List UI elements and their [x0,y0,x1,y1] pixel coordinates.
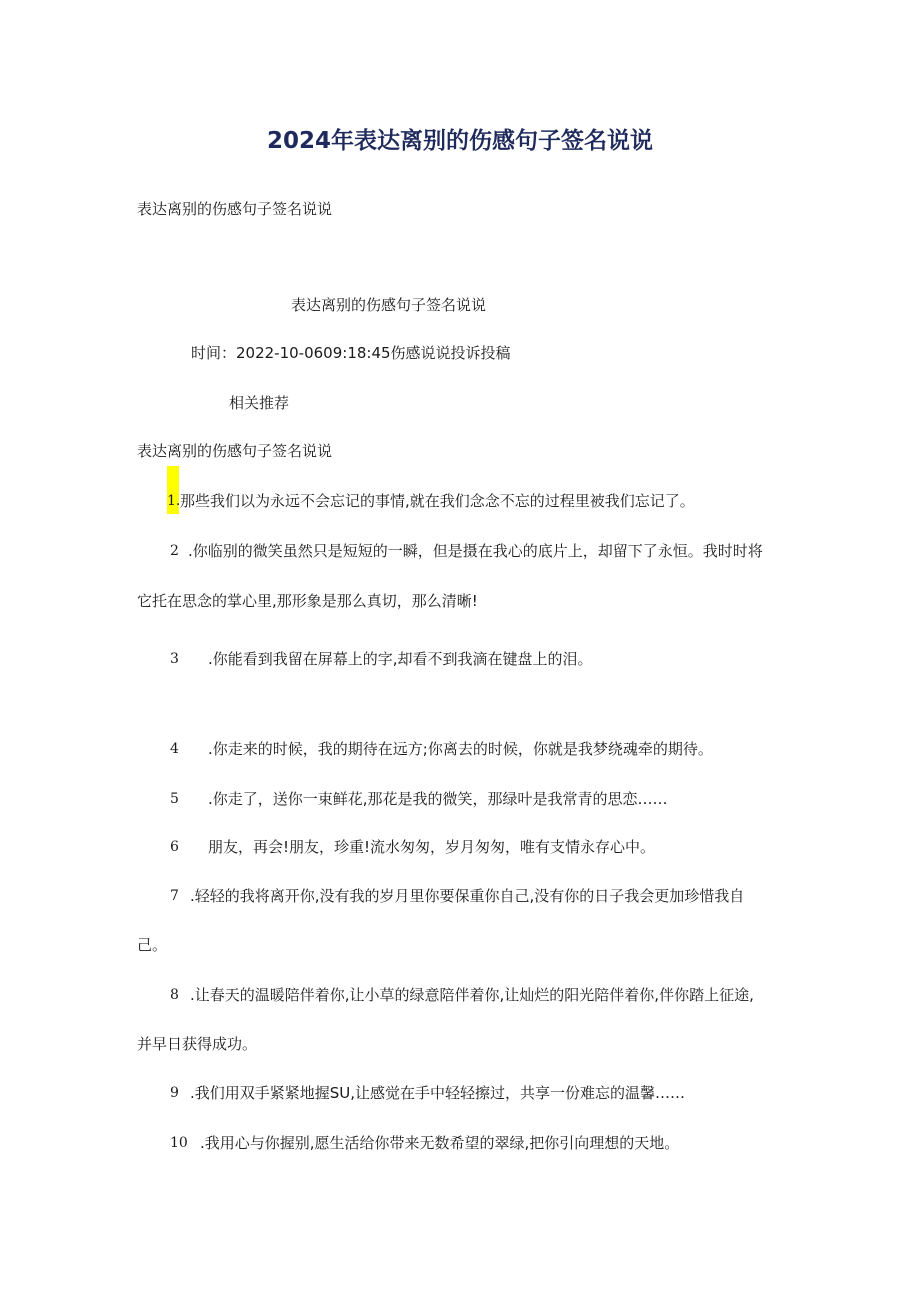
item-text: 朋友，再会!朋友，珍重!流水匆匆，岁月匆匆，唯有支情永存心中。 [208,838,656,856]
item-number: 10 [170,1135,188,1151]
item-number: 9 [170,1085,179,1101]
item-text: .你走来的时候，我的期待在远方;你离去的时候，你就是我梦绕魂牵的期待。 [208,740,713,758]
item-number: 6 [170,839,179,855]
item-number: 7 [170,888,179,904]
item-text: .让春天的温暖陪伴着你,让小草的绿意陪伴着你,让灿烂的阳光陪伴着你,伴你踏上征途, [190,986,754,1004]
subtitle: 表达离别的伤感句子签名说说 [137,200,333,218]
item-number: 2 [170,543,179,559]
item-text: 那些我们以为永远不会忘记的事情,就在我们念念不忘的过程里被我们忘记了。 [180,492,695,510]
item-text: .你临别的微笑虽然只是短短的一瞬，但是摄在我心的底片上，却留下了永恒。我时时将 [188,542,763,560]
item-text-continuation: 并早日获得成功。 [137,1035,258,1053]
related-recommend: 相关推荐 [229,394,290,412]
item-text: .我用心与你握别,愿生活给你带来无数希望的翠绿,把你引向理想的天地。 [200,1134,680,1152]
meta-line: 时间：2022-10-0609:18:45伤感说说投诉投稿 [191,344,511,362]
centered-title: 表达离别的伤感句子签名说说 [291,296,487,314]
item-number: 3 [170,651,179,667]
item-number: 1. [167,493,181,509]
item-text: .你走了，送你一束鲜花,那花是我的微笑，那绿叶是我常青的思恋…… [208,790,668,808]
item-text-continuation: 它托在思念的掌心里,那形象是那么真切，那么清晰! [137,592,478,610]
document-title: 2024年表达离别的伤感句子签名说说 [266,128,653,154]
item-number: 8 [170,987,179,1003]
item-number: 5 [170,791,179,807]
item-text: .你能看到我留在屏幕上的字,却看不到我滴在键盘上的泪。 [208,650,593,668]
item-text: .轻轻的我将离开你,没有我的岁月里你要保重你自己,没有你的日子我会更加珍惜我自 [190,887,745,905]
section-title: 表达离别的伤感句子签名说说 [137,442,333,460]
item-number: 4 [170,741,179,757]
item-text-continuation: 己。 [137,936,168,954]
item-text: .我们用双手紧紧地握SU,让感觉在手中轻轻擦过，共享一份难忘的温馨…… [190,1084,686,1102]
